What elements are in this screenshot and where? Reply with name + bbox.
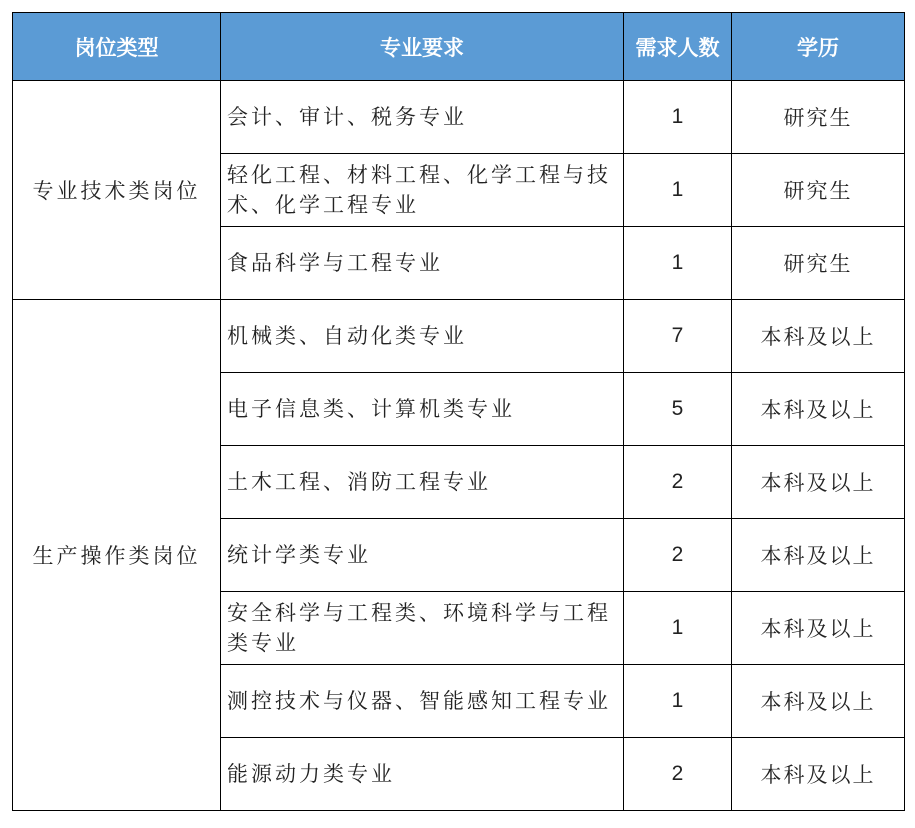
count-cell: 2 xyxy=(624,519,732,592)
header-row xyxy=(13,13,905,81)
education-cell: 本科及以上 xyxy=(732,300,905,373)
header-education: 学历 xyxy=(732,13,905,81)
education-cell: 研究生 xyxy=(732,81,905,154)
header-headcount: 需求人数 xyxy=(624,13,732,81)
education-cell: 本科及以上 xyxy=(732,519,905,592)
recruitment-table xyxy=(12,12,905,811)
category-cell: 专业技术类岗位 xyxy=(13,81,221,300)
education-cell: 研究生 xyxy=(732,154,905,227)
education-cell: 本科及以上 xyxy=(732,446,905,519)
education-cell: 本科及以上 xyxy=(732,738,905,811)
major-cell: 机械类、自动化类专业 xyxy=(221,300,624,373)
count-cell: 1 xyxy=(624,154,732,227)
count-cell: 7 xyxy=(624,300,732,373)
category-cell: 生产操作类岗位 xyxy=(13,300,221,811)
major-cell: 能源动力类专业 xyxy=(221,738,624,811)
education-cell: 本科及以上 xyxy=(732,592,905,665)
education-cell: 本科及以上 xyxy=(732,665,905,738)
major-cell: 土木工程、消防工程专业 xyxy=(221,446,624,519)
count-cell: 5 xyxy=(624,373,732,446)
count-cell: 2 xyxy=(624,446,732,519)
major-cell: 食品科学与工程专业 xyxy=(221,227,624,300)
table-row xyxy=(13,81,905,154)
major-cell: 安全科学与工程类、环境科学与工程类专业 xyxy=(221,592,624,665)
count-cell: 1 xyxy=(624,592,732,665)
table-row xyxy=(13,300,905,373)
count-cell: 1 xyxy=(624,81,732,154)
major-cell: 测控技术与仪器、智能感知工程专业 xyxy=(221,665,624,738)
major-cell: 轻化工程、材料工程、化学工程与技术、化学工程专业 xyxy=(221,154,624,227)
major-cell: 会计、审计、税务专业 xyxy=(221,81,624,154)
education-cell: 研究生 xyxy=(732,227,905,300)
education-cell: 本科及以上 xyxy=(732,373,905,446)
major-cell: 电子信息类、计算机类专业 xyxy=(221,373,624,446)
major-cell: 统计学类专业 xyxy=(221,519,624,592)
header-major-requirement: 专业要求 xyxy=(221,13,624,81)
count-cell: 2 xyxy=(624,738,732,811)
count-cell: 1 xyxy=(624,665,732,738)
header-position-type: 岗位类型 xyxy=(13,13,221,81)
count-cell: 1 xyxy=(624,227,732,300)
